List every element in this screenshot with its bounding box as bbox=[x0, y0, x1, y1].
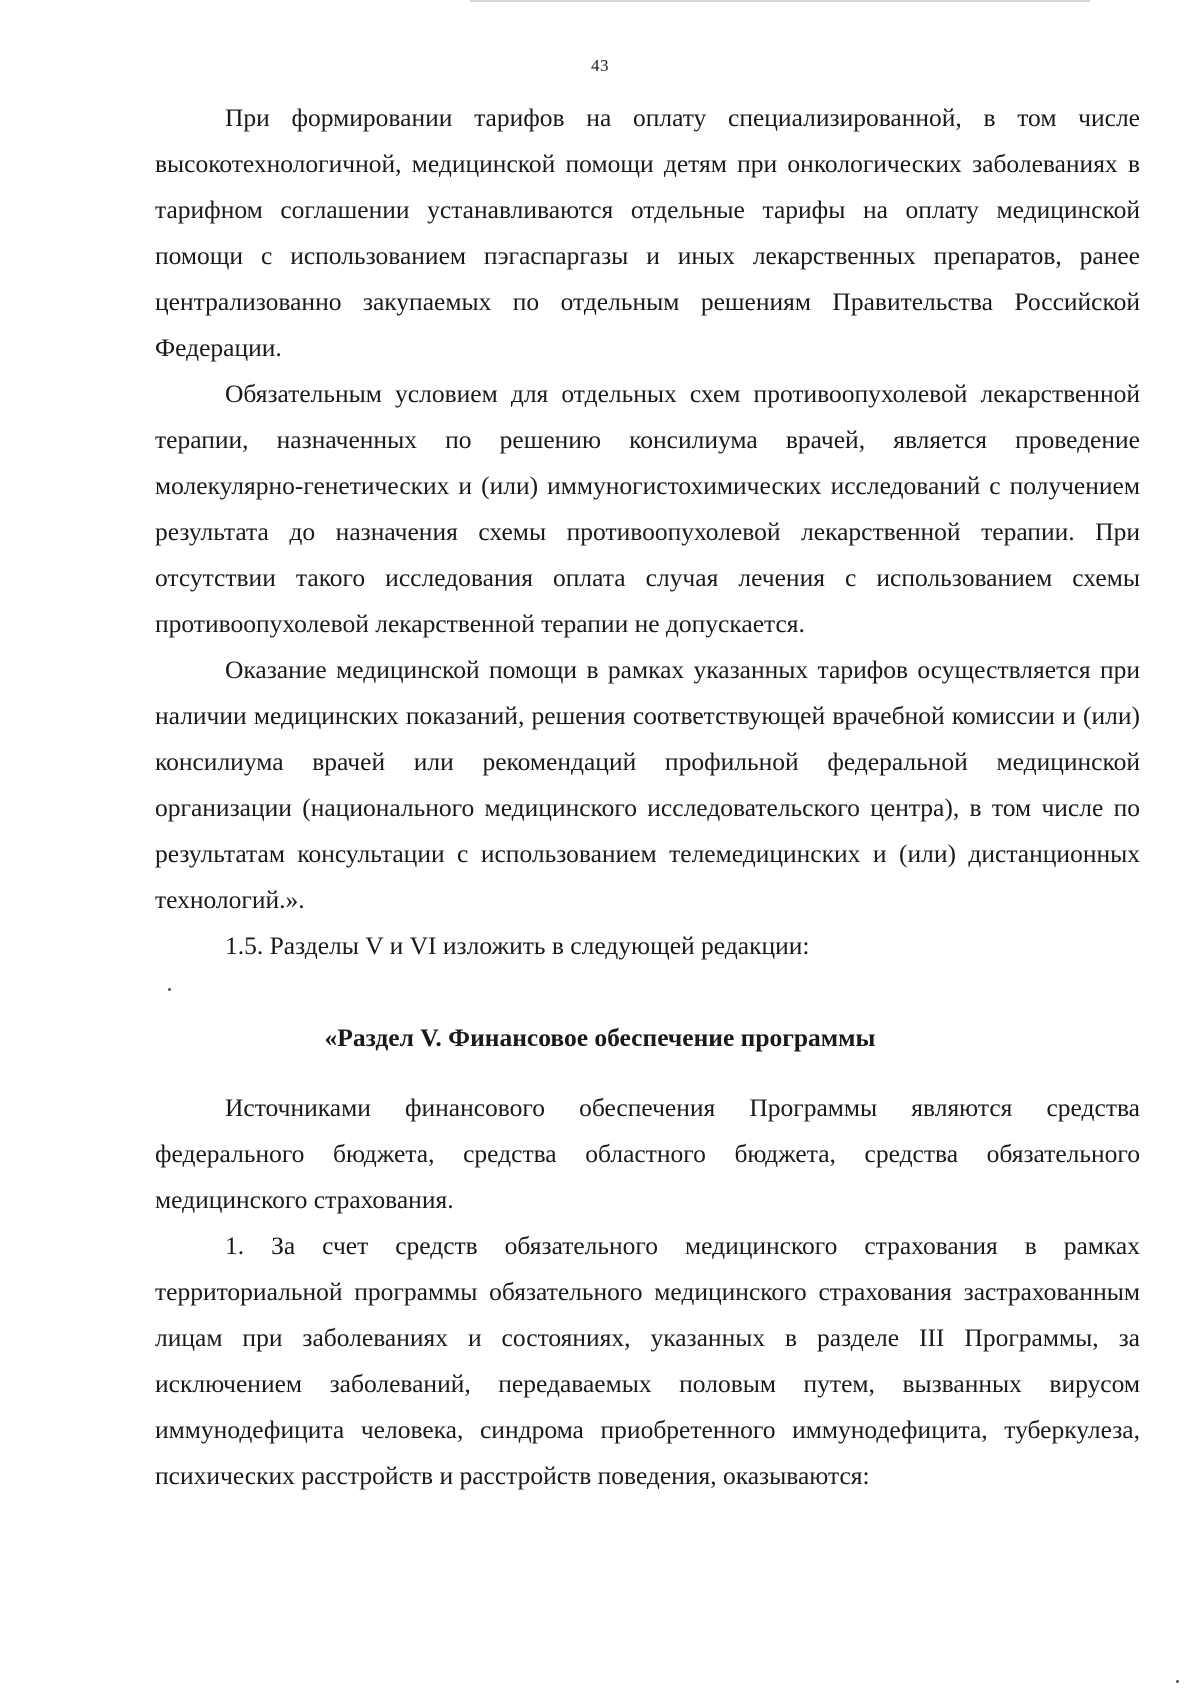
paragraph-tariffs-children-oncology: При формировании тарифов на оплату специализированной, в том числе высокотехнологичной, медицинской помощи детям при онкологических заболеваниях в тарифном соглашении устанавливаются отдельные тарифы на оплату медицинской помощи с использованием пэгаспаргазы и иных лекарственных препаратов, ранее централизованно закупаемых по отдельным решениям Правительства Российской Федерации. bbox=[155, 103, 1140, 362]
paragraph-mandatory-testing: Обязательным условием для отдельных схем противоопухолевой лекарственной терапии, назначенных по решению консилиума врачей, является проведение молекулярно-генетических и (или) иммуногистохимических исследований с получением результата до назначения схемы противоопухолевой лекарственной терапии. При отсутствии такого исследования оплата случая лечения с использованием схемы противоопухолевой лекарственной терапии не допускается. bbox=[155, 379, 1140, 638]
body-text-upper bbox=[155, 95, 1140, 969]
scan-speck bbox=[168, 988, 171, 991]
section-heading: «Раздел V. Финансовое обеспечение программы bbox=[324, 1023, 876, 1052]
paragraph-oms-coverage: 1. За счет средств обязательного медицинского страхования в рамках территориальной программы обязательного медицинского страхования застрахованным лицам при заболеваниях и состояниях, указанных в разделе III Программы, за исключением заболеваний, передаваемых половым путем, вызванных вирусом иммунодефицита человека, синдрома приобретенного иммунодефицита, туберкулеза, психических расстройств и расстройств поведения, оказываются: bbox=[155, 1231, 1140, 1490]
page-number: 43 bbox=[591, 56, 609, 75]
scan-edge-mark bbox=[470, 0, 1090, 2]
body-text-lower bbox=[155, 1085, 1140, 1499]
paragraph-medical-care-conditions: Оказание медицинской помощи в рамках указанных тарифов осуществляется при наличии медицинских показаний, решения соответствующей врачебной комиссии и (или) консилиума врачей или рекомендаций профильной федеральной медицинской организации (национального медицинского исследовательского центра), в том числе по результатам консультации с использованием телемедицинских и (или) дистанционных технологий.». bbox=[155, 655, 1140, 914]
paragraph-funding-sources: Источниками финансового обеспечения Программы являются средства федерального бюджета, средства областного бюджета, средства обязательного медицинского страхования. bbox=[155, 1093, 1140, 1214]
paragraph-amendment-sections: 1.5. Разделы V и VI изложить в следующей редакции: bbox=[225, 931, 810, 960]
scan-speck bbox=[1176, 1680, 1179, 1683]
